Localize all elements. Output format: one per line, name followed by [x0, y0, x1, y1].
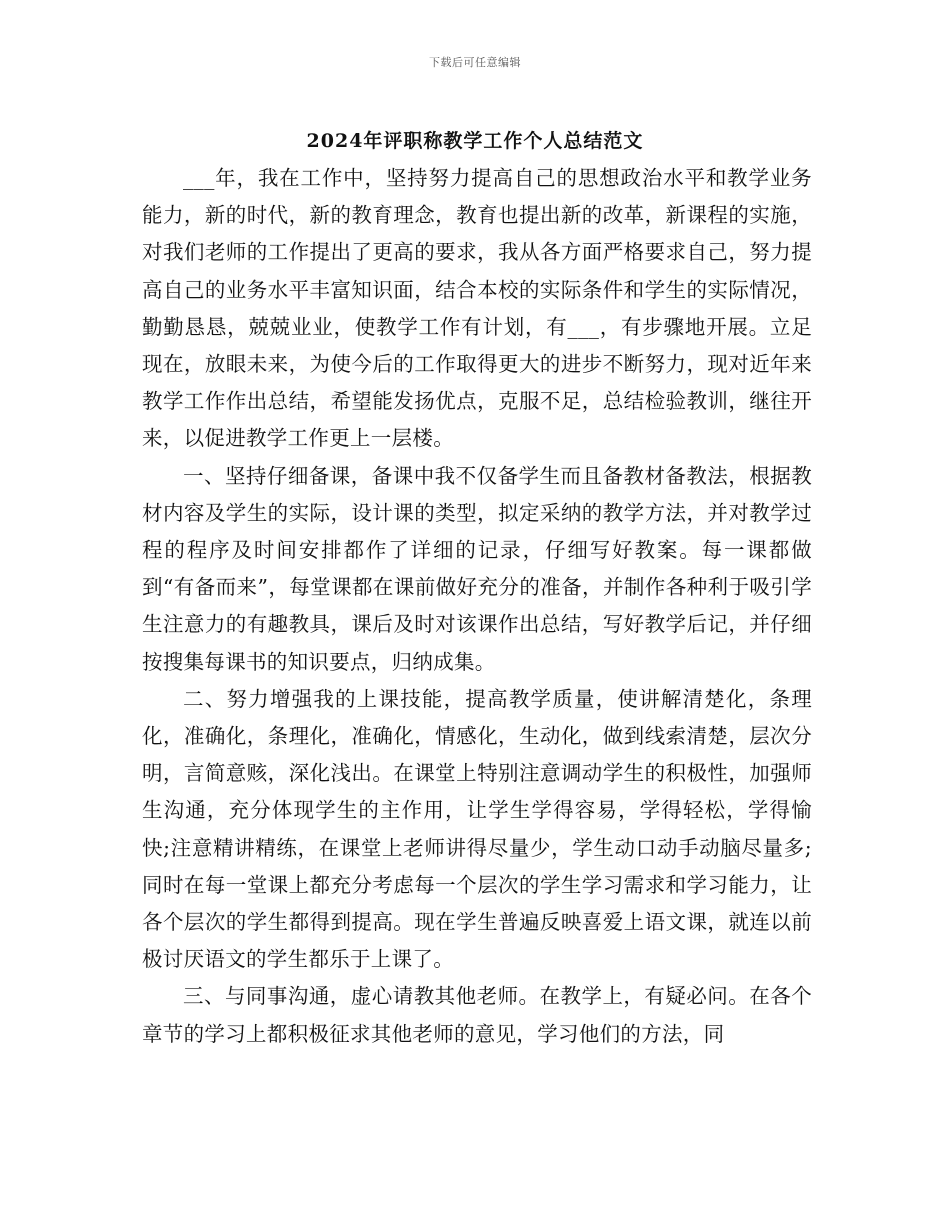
page-header-note: 下载后可任意编辑 — [429, 56, 521, 69]
document-body — [142, 160, 812, 1053]
paragraph-section-2: 二、努力增强我的上课技能，提高教学质量，使讲解清楚化，条理化，准确化，条理化，准确化，情感化，生动化，做到线索清楚，层次分明，言简意赅，深化浅出。在课堂上特别注意调动学生的积极性，加强师生沟通，充分体现学生的主作用，让学生学得容易，学得轻松，学得愉快;注意精讲精练，在课堂上老师讲得尽量少，学生动口动手动脑尽量多;同时在每一堂课上都充分考虑每一个层次的学生学习需求和学习能力，让各个层次的学生都得到提高。现在学生普遍反映喜爱上语文课，就连以前极讨厌语文的学生都乐于上课了。 — [142, 686, 812, 972]
paragraph-intro: ___年，我在工作中，坚持努力提高自己的思想政治水平和教学业务能力，新的时代，新的教育理念，教育也提出新的改革，新课程的实施，对我们老师的工作提出了更高的要求，我从各方面严格要求自己，努力提高自己的业务水平丰富知识面，结合本校的实际条件和学生的实际情况，勤勤恳恳，兢兢业业，使教学工作有计划，有___，有步骤地开展。立足现在，放眼未来，为使今后的工作取得更大的进步不断努力，现对近年来教学工作作出总结，希望能发扬优点，克服不足，总结检验教训，继往开来，以促进教学工作更上一层楼。 — [142, 166, 812, 451]
document-title: 2024年评职称教学工作个人总结范文 — [306, 130, 644, 152]
paragraph-section-3: 三、与同事沟通，虚心请教其他老师。在教学上，有疑必问。在各个章节的学习上都积极征求其他老师的意见，学习他们的方法，同 — [142, 984, 812, 1046]
paragraph-section-1: 一、坚持仔细备课，备课中我不仅备学生而且备教材备教法，根据教材内容及学生的实际，设计课的类型，拟定采纳的教学方法，并对教学过程的程序及时间安排都作了详细的记录，仔细写好教案。每一课都做到“有备而来”，每堂课都在课前做好充分的准备，并制作各种利于吸引学生注意力的有趣教具，课后及时对该课作出总结，写好教学后记，并仔细按搜集每课书的知识要点，归纳成集。 — [142, 463, 812, 674]
